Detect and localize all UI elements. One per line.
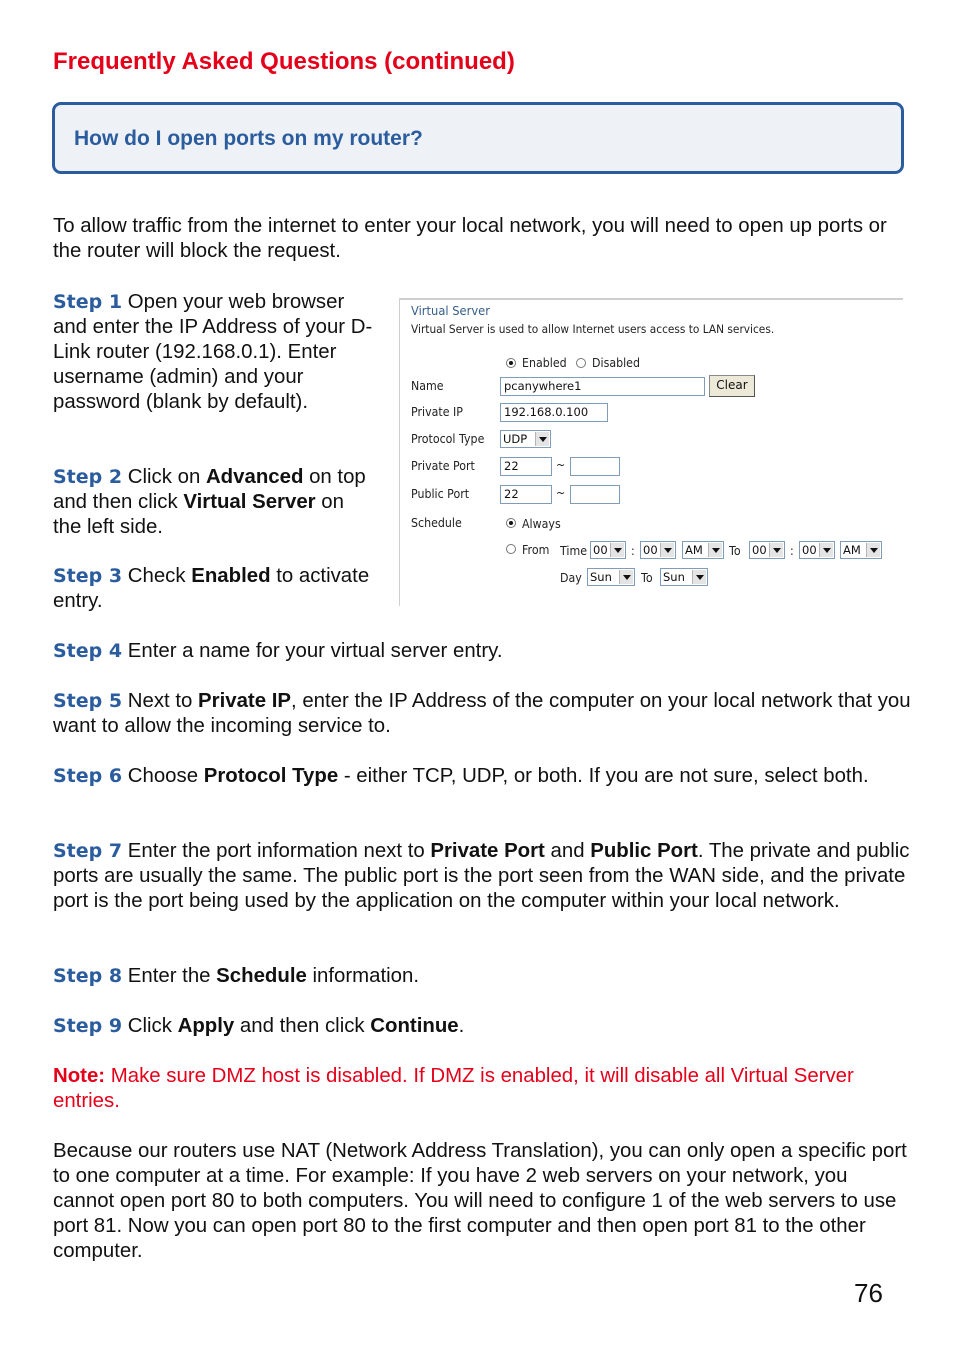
step-bold: Public Port: [590, 840, 698, 862]
step-text: , enter the IP Address of the computer on your local network that you want to allow the incoming service to.: [53, 690, 911, 737]
always-radio[interactable]: [506, 518, 516, 528]
chevron-down-icon: [692, 570, 706, 584]
step-label: Step 7: [53, 840, 123, 862]
chevron-down-icon: [769, 543, 783, 557]
private-port-start-input[interactable]: 22: [500, 457, 552, 476]
day-label: Day: [560, 571, 582, 585]
step-label: Step 1: [53, 291, 123, 313]
to-day-value: Sun: [663, 570, 685, 584]
from-label: From: [522, 543, 550, 557]
private-port-end-input[interactable]: [570, 457, 620, 476]
step-bold: Private IP: [198, 690, 291, 712]
colon: :: [790, 544, 794, 558]
from-minute-select[interactable]: [640, 541, 676, 559]
from-day-select[interactable]: [587, 568, 635, 586]
disabled-radio[interactable]: [576, 358, 586, 368]
step-text: Choose: [122, 765, 204, 787]
from-hour-select[interactable]: [590, 541, 626, 559]
step-bold: Continue: [370, 1015, 459, 1037]
from-minute-value: 00: [643, 543, 658, 557]
from-hour-value: 00: [593, 543, 608, 557]
protocol-value: UDP: [503, 432, 528, 446]
step-text: Next to: [122, 690, 199, 712]
step-label: Step 5: [53, 690, 123, 712]
enabled-label: Enabled: [522, 356, 567, 370]
chevron-down-icon: [535, 432, 549, 446]
chevron-down-icon: [866, 543, 880, 557]
schedule-label: Schedule: [411, 516, 462, 530]
step-label: Step 9: [53, 1015, 123, 1037]
private-ip-label: Private IP: [411, 405, 463, 419]
always-label: Always: [522, 517, 561, 531]
public-port-end-input[interactable]: [570, 485, 620, 504]
step-text: Click: [122, 1015, 178, 1037]
name-input[interactable]: pcanywhere1: [500, 377, 705, 396]
range-separator: ~: [556, 486, 566, 500]
step-bold: Private Port: [430, 840, 545, 862]
public-port-start-input[interactable]: 22: [500, 485, 552, 504]
intro-paragraph: To allow traffic from the internet to enter your local network, you will need to open up ports or the router will block the request.: [53, 215, 887, 262]
private-port-label: Private Port: [411, 459, 475, 473]
page-number: 76: [854, 1278, 883, 1308]
to-minute-select[interactable]: [799, 541, 835, 559]
to-day-select[interactable]: [660, 568, 708, 586]
step-4: [53, 639, 913, 664]
step-text: - either TCP, UDP, or both. If you are not sure, select both.: [338, 765, 869, 787]
step-text: to activate entry.: [53, 565, 370, 612]
protocol-type-select[interactable]: [500, 430, 551, 448]
question-box: [52, 102, 904, 174]
chevron-down-icon: [819, 543, 833, 557]
disabled-label: Disabled: [592, 356, 640, 370]
step-bold: Schedule: [216, 965, 307, 987]
note-text: Make sure DMZ host is disabled. If DMZ is enabled, it will disable all Virtual Server entries.: [53, 1065, 854, 1112]
step-text: on top and then click: [53, 466, 366, 513]
to-ampm-value: AM: [843, 543, 861, 557]
note-label: Note:: [53, 1065, 106, 1087]
private-ip-input[interactable]: 192.168.0.100: [500, 403, 608, 422]
chevron-down-icon: [708, 543, 722, 557]
step-label: Step 4: [53, 640, 123, 662]
step-text: .: [458, 1015, 465, 1037]
step-6: [53, 764, 913, 789]
chevron-down-icon: [610, 543, 624, 557]
colon: :: [631, 544, 635, 558]
step-bold: Advanced: [205, 466, 304, 488]
to-day-label: To: [641, 571, 653, 585]
panel-top-border: [400, 298, 903, 300]
step-text: . The private and public ports are usually the same. The public port is the port seen from the WAN side, and the private port is the port being used by the application on the computer within your local network.: [53, 840, 910, 912]
vs-description: Virtual Server is used to allow Internet users access to LAN services.: [411, 322, 775, 336]
to-hour-value: 00: [752, 543, 767, 557]
step-text: Open your web browser and enter the IP Address of your D-Link router (192.168.0.1). Enter username (admin) and your password (blank by default).: [53, 291, 373, 413]
step-text: Enter the: [122, 965, 217, 987]
step-label: Step 3: [53, 565, 123, 587]
step-8: [53, 964, 913, 989]
to-ampm-select[interactable]: [840, 541, 882, 559]
step-text: on the left side.: [53, 491, 344, 538]
step-bold: Virtual Server: [183, 491, 316, 513]
step-text: Check: [122, 565, 192, 587]
closing-paragraph: Because our routers use NAT (Network Address Translation), you can only open a specific port to one computer at a time. For example: If you have 2 web servers on your network, you cannot open port 80 to both computers. You will need to configure 1 of the web servers to use port 81. Now you can open port 80 to the first computer and then open port 81 to the other computer.: [53, 1140, 907, 1262]
to-label: To: [729, 544, 741, 558]
name-label: Name: [411, 379, 444, 393]
step-9: [53, 1014, 913, 1039]
note-paragraph: [53, 1064, 913, 1114]
step-bold: Apply: [177, 1015, 235, 1037]
step-label: Step 2: [53, 466, 123, 488]
enabled-radio[interactable]: [506, 358, 516, 368]
chevron-down-icon: [619, 570, 633, 584]
step-3: [53, 564, 373, 614]
chevron-down-icon: [660, 543, 674, 557]
protocol-type-label: Protocol Type: [411, 432, 485, 446]
public-port-label: Public Port: [411, 487, 470, 501]
virtual-server-panel: [399, 298, 903, 606]
step-bold: Enabled: [191, 565, 271, 587]
step-text: and then click: [234, 1015, 371, 1037]
step-text: information.: [306, 965, 420, 987]
step-2: [53, 465, 373, 540]
page-heading: Frequently Asked Questions (continued): [53, 48, 515, 75]
step-label: Step 6: [53, 765, 123, 787]
from-ampm-select[interactable]: [682, 541, 724, 559]
step-label: Step 8: [53, 965, 123, 987]
range-separator: ~: [556, 458, 566, 472]
to-minute-value: 00: [802, 543, 817, 557]
clear-button[interactable]: Clear: [709, 375, 755, 397]
step-1: [53, 290, 373, 415]
time-label: Time: [560, 544, 588, 558]
from-radio[interactable]: [506, 544, 516, 554]
step-text: Click on: [122, 466, 206, 488]
step-text: and: [544, 840, 591, 862]
from-day-value: Sun: [590, 570, 612, 584]
step-5: [53, 689, 913, 739]
step-bold: Protocol Type: [203, 765, 339, 787]
step-text: Enter a name for your virtual server entry.: [122, 640, 503, 662]
to-hour-select[interactable]: [749, 541, 785, 559]
from-ampm-value: AM: [685, 543, 703, 557]
step-7: [53, 839, 913, 914]
question-title: How do I open ports on my router?: [74, 127, 423, 150]
step-text: Enter the port information next to: [122, 840, 431, 862]
vs-title: Virtual Server: [411, 303, 490, 318]
